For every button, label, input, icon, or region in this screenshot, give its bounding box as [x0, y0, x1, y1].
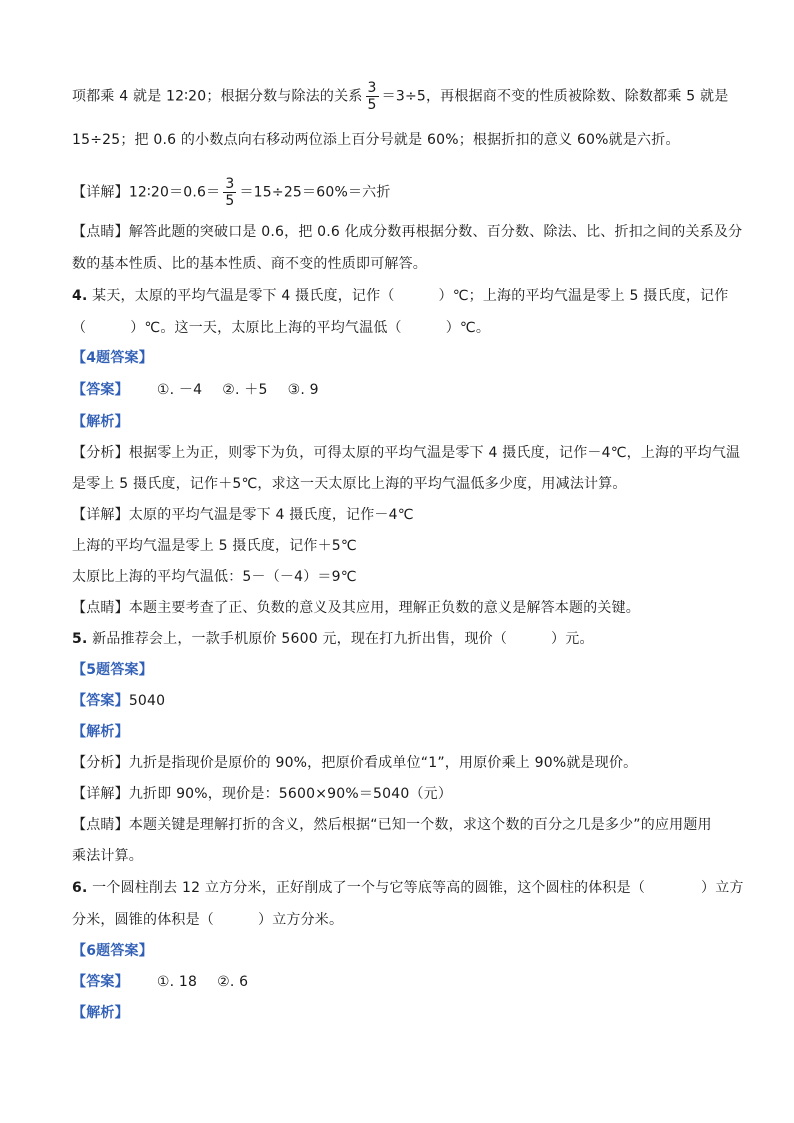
q4-detail-line-2: 上海的平均气温是零上 5 摄氏度，记作＋5℃ — [72, 538, 357, 554]
answer-value: . 18 — [169, 974, 198, 990]
answer-label: 【答案】 — [72, 382, 129, 398]
text: ）℃；上海的平均气温是零上 5 摄氏度，记作 — [438, 288, 729, 304]
text: 九折即 90%，现价是：5600×90%＝5040（元） — [128, 786, 453, 802]
option-mark: ③ — [287, 382, 301, 398]
option-mark: ② — [217, 974, 230, 990]
q4-fenxi-line-2: 是零上 5 摄氏度，记作＋5℃，求这一天太原比上海的平均气温低多少度，用减法计算。 — [72, 476, 627, 492]
text: 分米，圆锥的体积是（ — [72, 912, 214, 928]
text: 本题主要考查了正、负数的意义及其应用，理解正负数的意义是解答本题的关键。 — [128, 600, 641, 616]
prev-tip-line-1 — [72, 222, 743, 242]
detail-label: 【详解】 — [72, 184, 129, 201]
detail-label: 【详解】 — [72, 786, 129, 802]
q5-stem-line — [72, 629, 726, 649]
prev-tip-line-2: 数的基本性质、比的基本性质、商不变的性质即可解答。 — [72, 256, 427, 272]
text: ）立方分米。 — [258, 912, 344, 928]
text: 某天，太原的平均气温是零下 4 摄氏度，记作（ — [87, 288, 395, 304]
q4-tip-line — [72, 598, 726, 618]
text: （ — [72, 320, 87, 336]
text: 新品推荐会上，一款手机原价 5600 元，现在打九折出售，现价（ — [87, 631, 508, 647]
text: ）立方 — [701, 880, 744, 896]
q5-answer-header: 【5题答案】 — [72, 662, 153, 678]
answer-value: . 9 — [300, 382, 319, 398]
prev-detail-line — [72, 176, 726, 209]
text: ）℃。 — [445, 320, 491, 336]
tip-label: 【点睛】 — [72, 600, 129, 616]
answer-label: 【答案】 — [72, 693, 129, 709]
q6-answer-header: 【6题答案】 — [72, 943, 153, 959]
fenxi-label: 【分析】 — [72, 445, 129, 461]
answer-value: . ＋5 — [234, 382, 268, 398]
tip-label: 【点睛】 — [72, 817, 129, 833]
q5-analysis-label: 【解析】 — [72, 724, 129, 740]
text: ）℃。这一天，太原比上海的平均气温低（ — [130, 320, 402, 336]
answer-label: 【答案】 — [72, 974, 129, 990]
q6-analysis-label: 【解析】 — [72, 1005, 129, 1021]
q4-detail-line-3: 太原比上海的平均气温低：5－（－4）＝9℃ — [72, 569, 357, 585]
fraction-denominator: 5 — [225, 193, 235, 209]
text: ＝15÷25＝60%＝六折 — [239, 184, 391, 201]
fenxi-label: 【分析】 — [72, 755, 129, 771]
q6-stem-line-2 — [72, 910, 726, 930]
option-mark: ① — [156, 974, 170, 990]
fraction — [223, 176, 236, 209]
tip-label: 【点睛】 — [72, 224, 129, 240]
q4-stem-line-1 — [72, 286, 729, 306]
q5-fenxi-line — [72, 753, 726, 773]
prev-explanation-line-1 — [72, 80, 729, 113]
fraction-numerator: 3 — [225, 176, 235, 192]
answer-value: . 6 — [229, 974, 249, 990]
text: ）元。 — [551, 631, 594, 647]
text: 本题关键是理解打折的含义，然后根据“已知一个数，求这个数的百分之几是多少”的应用题用 — [128, 817, 712, 833]
q5-answer-line — [72, 691, 726, 711]
q6-stem-line-1 — [72, 878, 744, 898]
text: 九折是指现价是原价的 90%，把原价看成单位“1”，用原价乘上 90%就是现价。 — [128, 755, 638, 771]
answer-value: 5040 — [128, 693, 166, 709]
text: 解答此题的突破口是 0.6，把 0.6 化成分数再根据分数、百分数、除法、比、折扣之间的关系及分 — [128, 224, 743, 240]
text: 项都乘 4 就是 12∶20；根据分数与除法的关系 — [72, 88, 363, 105]
option-mark: ② — [222, 382, 235, 398]
answer-value: . －4 — [169, 382, 203, 398]
text: ＝3÷5，再根据商不变的性质被除数、除数都乘 5 就是 — [381, 88, 729, 105]
question-number: 6. — [72, 880, 88, 896]
q4-stem-line-2 — [72, 318, 726, 338]
q5-detail-line — [72, 784, 726, 804]
q4-answer-line — [72, 380, 726, 400]
q4-answer-header: 【4题答案】 — [72, 350, 153, 366]
q4-analysis-label: 【解析】 — [72, 414, 129, 430]
q5-tip-line-1 — [72, 815, 726, 835]
text: 12∶20＝0.6＝ — [128, 184, 221, 201]
option-mark: ① — [156, 382, 170, 398]
question-number: 5. — [72, 631, 88, 647]
q5-tip-line-2: 乘法计算。 — [72, 848, 143, 864]
text: 根据零上为正，则零下为负，可得太原的平均气温是零下 4 摄氏度，记作－4℃，上海的平均气温 — [128, 445, 741, 461]
text: 一个圆柱削去 12 立方分米，正好削成了一个与它等底等高的圆锥，这个圆柱的体积是（ — [87, 880, 646, 896]
fraction-denominator: 5 — [367, 97, 377, 113]
question-number: 4. — [72, 288, 88, 304]
text: 太原的平均气温是零下 4 摄氏度，记作－4℃ — [128, 507, 414, 523]
fraction — [366, 80, 379, 113]
q6-answer-line — [72, 972, 726, 992]
q4-detail-line-1 — [72, 505, 726, 525]
prev-explanation-line-2: 15÷25；把 0.6 的小数点向右移动两位添上百分号就是 60%；根据折扣的意义 60%就是六折。 — [72, 132, 680, 148]
fraction-numerator: 3 — [367, 80, 377, 96]
detail-label: 【详解】 — [72, 507, 129, 523]
q4-fenxi-line-1 — [72, 443, 741, 463]
